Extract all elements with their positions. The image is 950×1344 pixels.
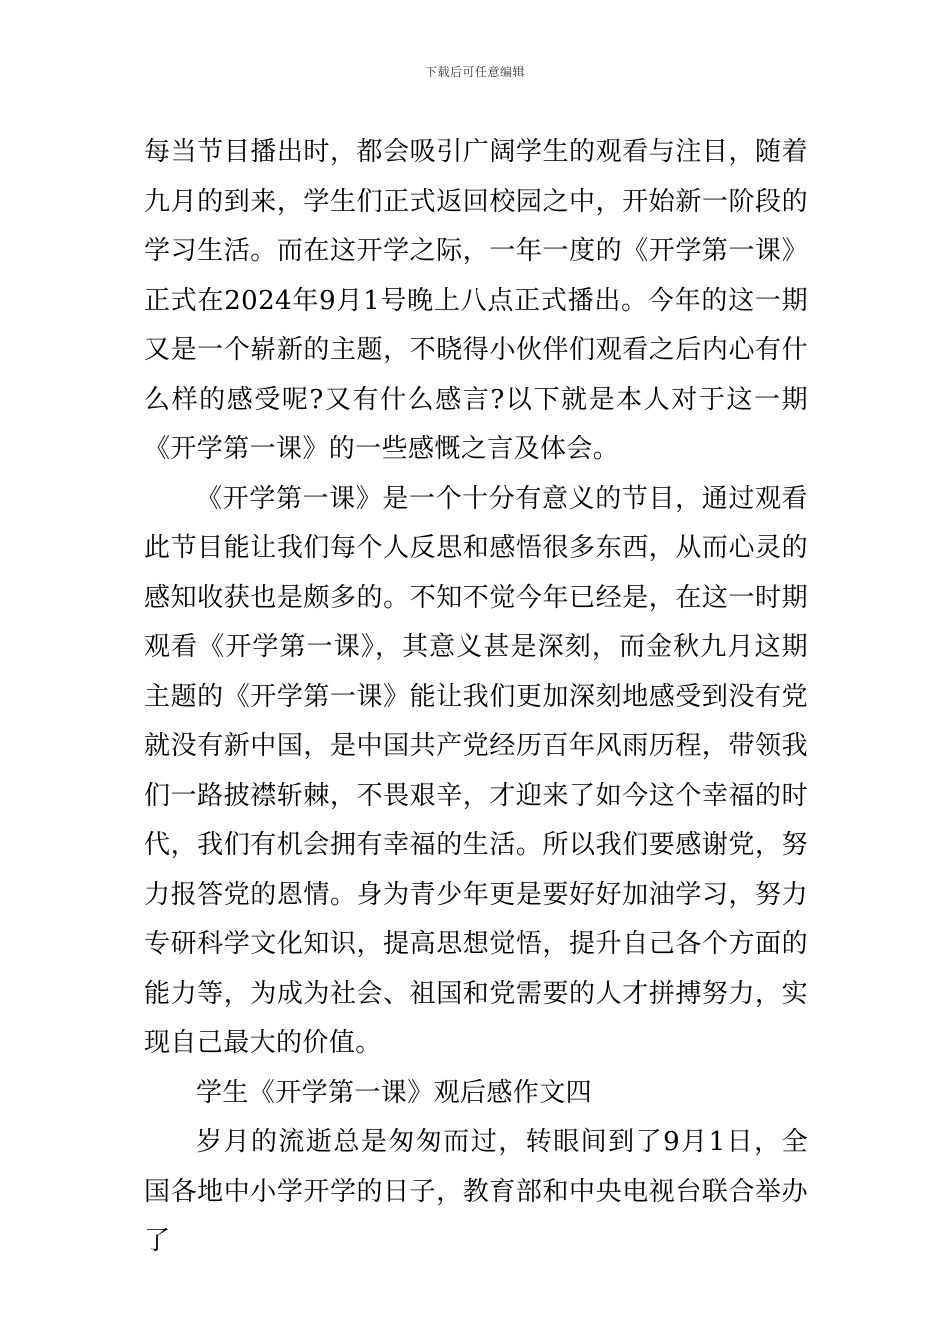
paragraph-reflection: 《开学第一课》是一个十分有意义的节目，通过观看此节目能让我们每个人反思和感悟很多东西，从而心灵的感知收获也是颇多的。不知不觉今年已经是，在这一时期观看《开学第一课》，其意义甚是深刻，而金秋九月这期主题的《开学第一课》能让我们更加深刻地感受到没有党就没有新中国，是中国共产党经历百年风雨历程，带领我们一路披襟斩棘，不畏艰辛，才迎来了如今这个幸福的时代，我们有机会拥有幸福的生活。所以我们要感谢党，努力报答党的恩情。身为青少年更是要好好加油学习，努力专研科学文化知识，提高思想觉悟，提升自己各个方面的能力等，为成为社会、祖国和党需要的人才拼搏努力，实现自己最大的价值。 [144,483,808,1058]
paragraph-essay-four: 岁月的流逝总是匆匆而过，转眼间到了9月1日，全国各地中小学开学的日子，教育部和中央电视台联合举办了 [144,1127,808,1256]
paragraph-intro: 每当节目播出时，都会吸引广阔学生的观看与注目，随着九月的到来，学生们正式返回校园之中，开始新一阶段的学习生活。而在这开学之际，一年一度的《开学第一课》正式在2024年9月1号晚上八点正式播出。今年的这一期又是一个崭新的主题，不晓得小伙伴们观看之后内心有什么样的感受呢?又有什么感言?以下就是本人对于这一期《开学第一课》的一些感慨之言及体会。 [144,137,808,464]
page-header: 下载后可任意编辑 [424,65,525,79]
section-heading: 学生《开学第一课》观后感作文四 [196,1077,593,1108]
document-body [144,128,808,1267]
